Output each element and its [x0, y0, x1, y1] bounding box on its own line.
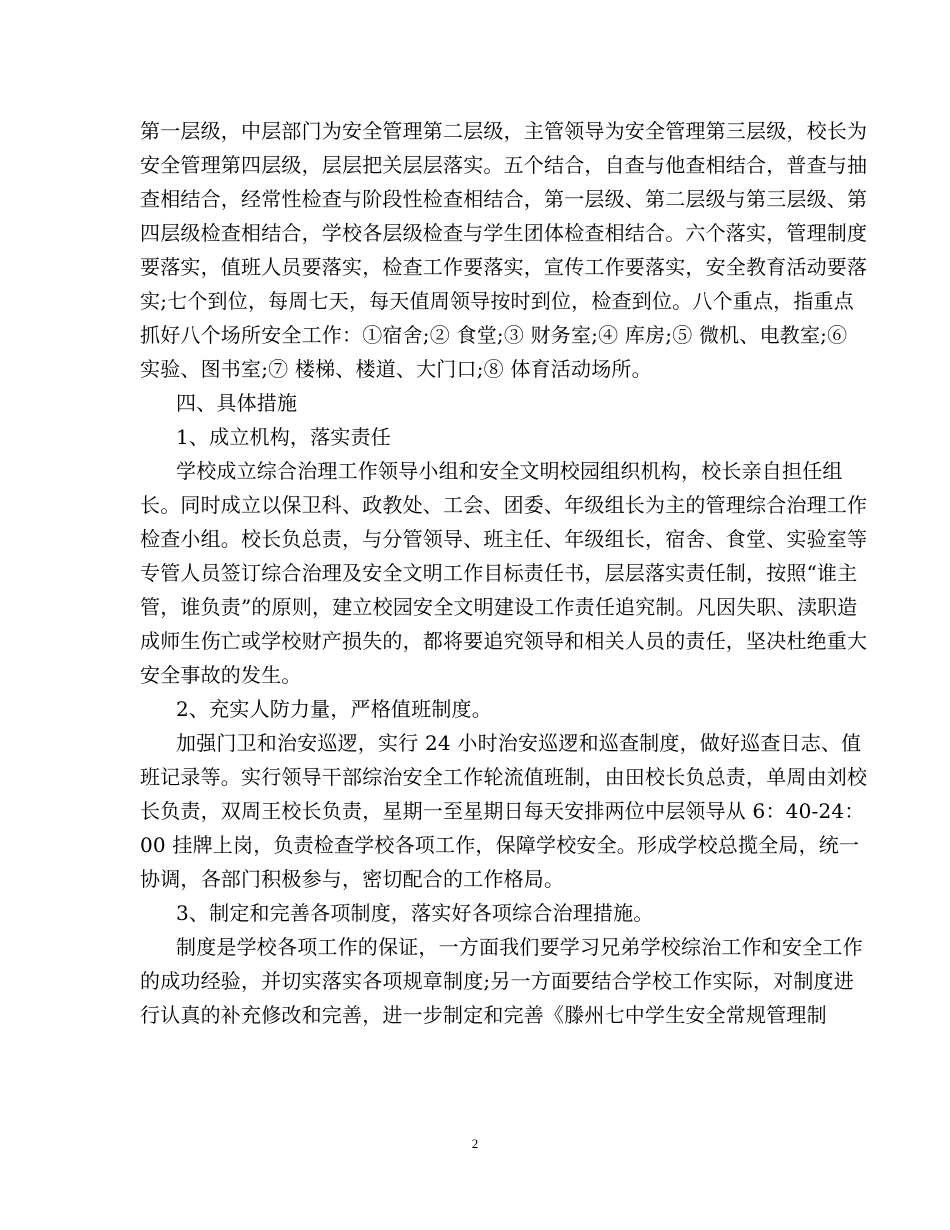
section-heading: 四、具体措施	[176, 391, 298, 415]
paragraph-line: 的成功经验，并切实落实各项规章制度;另一方面要结合学校工作实际，对制度进	[140, 969, 854, 993]
paragraph-line: 实;七个到位，每周七天，每天值周领导按时到位，检查到位。八个重点，指重点	[140, 289, 854, 313]
subsection-heading: 1、成立机构，落实责任	[176, 425, 391, 449]
paragraph-line: 成师生伤亡或学校财产损失的，都将要追究领导和相关人员的责任，坚决杜绝重大	[140, 629, 868, 653]
paragraph-line: 抓好八个场所安全工作：①宿舍;② 食堂;③ 财务室;④ 库房;⑤ 微机、电教室;⑥	[140, 323, 848, 347]
paragraph-line: 加强门卫和治安巡逻，实行 24 小时治安巡逻和巡查制度，做好巡查日志、值	[176, 731, 862, 755]
paragraph-line: 协调，各部门积极参与，密切配合的工作格局。	[140, 867, 565, 891]
paragraph-line: 制度是学校各项工作的保证，一方面我们要学习兄弟学校综治工作和安全工作	[176, 935, 863, 959]
paragraph-line: 管，谁负责”的原则，建立校园安全文明建设工作责任追究制。凡因失职、渎职造	[140, 595, 858, 619]
paragraph-line: 查相结合，经常性检查与阶段性检查相结合，第一层级、第二层级与第三层级、第	[140, 187, 868, 211]
subsection-heading: 2、充实人防力量，严格值班制度。	[176, 697, 492, 721]
paragraph-line: 行认真的补充修改和完善，进一步制定和完善《滕州七中学生安全常规管理制	[140, 1003, 827, 1027]
paragraph-line: 安全事故的发生。	[140, 663, 302, 687]
paragraph-line: 安全管理第四层级，层层把关层层落实。五个结合，自查与他查相结合，普查与抽	[140, 153, 868, 177]
paragraph-line: 四层级检查相结合，学校各层级检查与学生团体检查相结合。六个落实，管理制度	[140, 221, 868, 245]
paragraph-line: 第一层级，中层部门为安全管理第二层级，主管领导为安全管理第三层级，校长为	[140, 119, 868, 143]
page-number: 2	[471, 1136, 479, 1151]
paragraph-line: 长负责，双周王校长负责，星期一至星期日每天安排两位中层领导从 6：40-24：	[140, 799, 865, 823]
paragraph-line: 班记录等。实行领导干部综治安全工作轮流值班制，由田校长负总责，单周由刘校	[140, 765, 868, 789]
paragraph-line: 专管人员签订综合治理及安全文明工作目标责任书，层层落实责任制，按照“谁主	[140, 561, 858, 585]
paragraph-line: 要落实，值班人员要落实，检查工作要落实，宣传工作要落实，安全教育活动要落	[140, 255, 868, 279]
paragraph-line: 学校成立综合治理工作领导小组和安全文明校园组织机构，校长亲自担任组	[176, 459, 843, 483]
paragraph-line: 实验、图书室;⑦ 楼梯、楼道、大门口;⑧ 体育活动场所。	[140, 357, 652, 381]
paragraph-line: 00 挂牌上岗，负责检查学校各项工作，保障学校安全。形成学校总揽全局，统一	[140, 833, 860, 857]
paragraph-line: 长。同时成立以保卫科、政教处、工会、团委、年级组长为主的管理综合治理工作	[140, 493, 868, 517]
paragraph-line: 检查小组。校长负总责，与分管领导、班主任、年级组长，宿舍、食堂、实验室等	[140, 527, 868, 551]
subsection-heading: 3、制定和完善各项制度，落实好各项综合治理措施。	[176, 901, 654, 925]
